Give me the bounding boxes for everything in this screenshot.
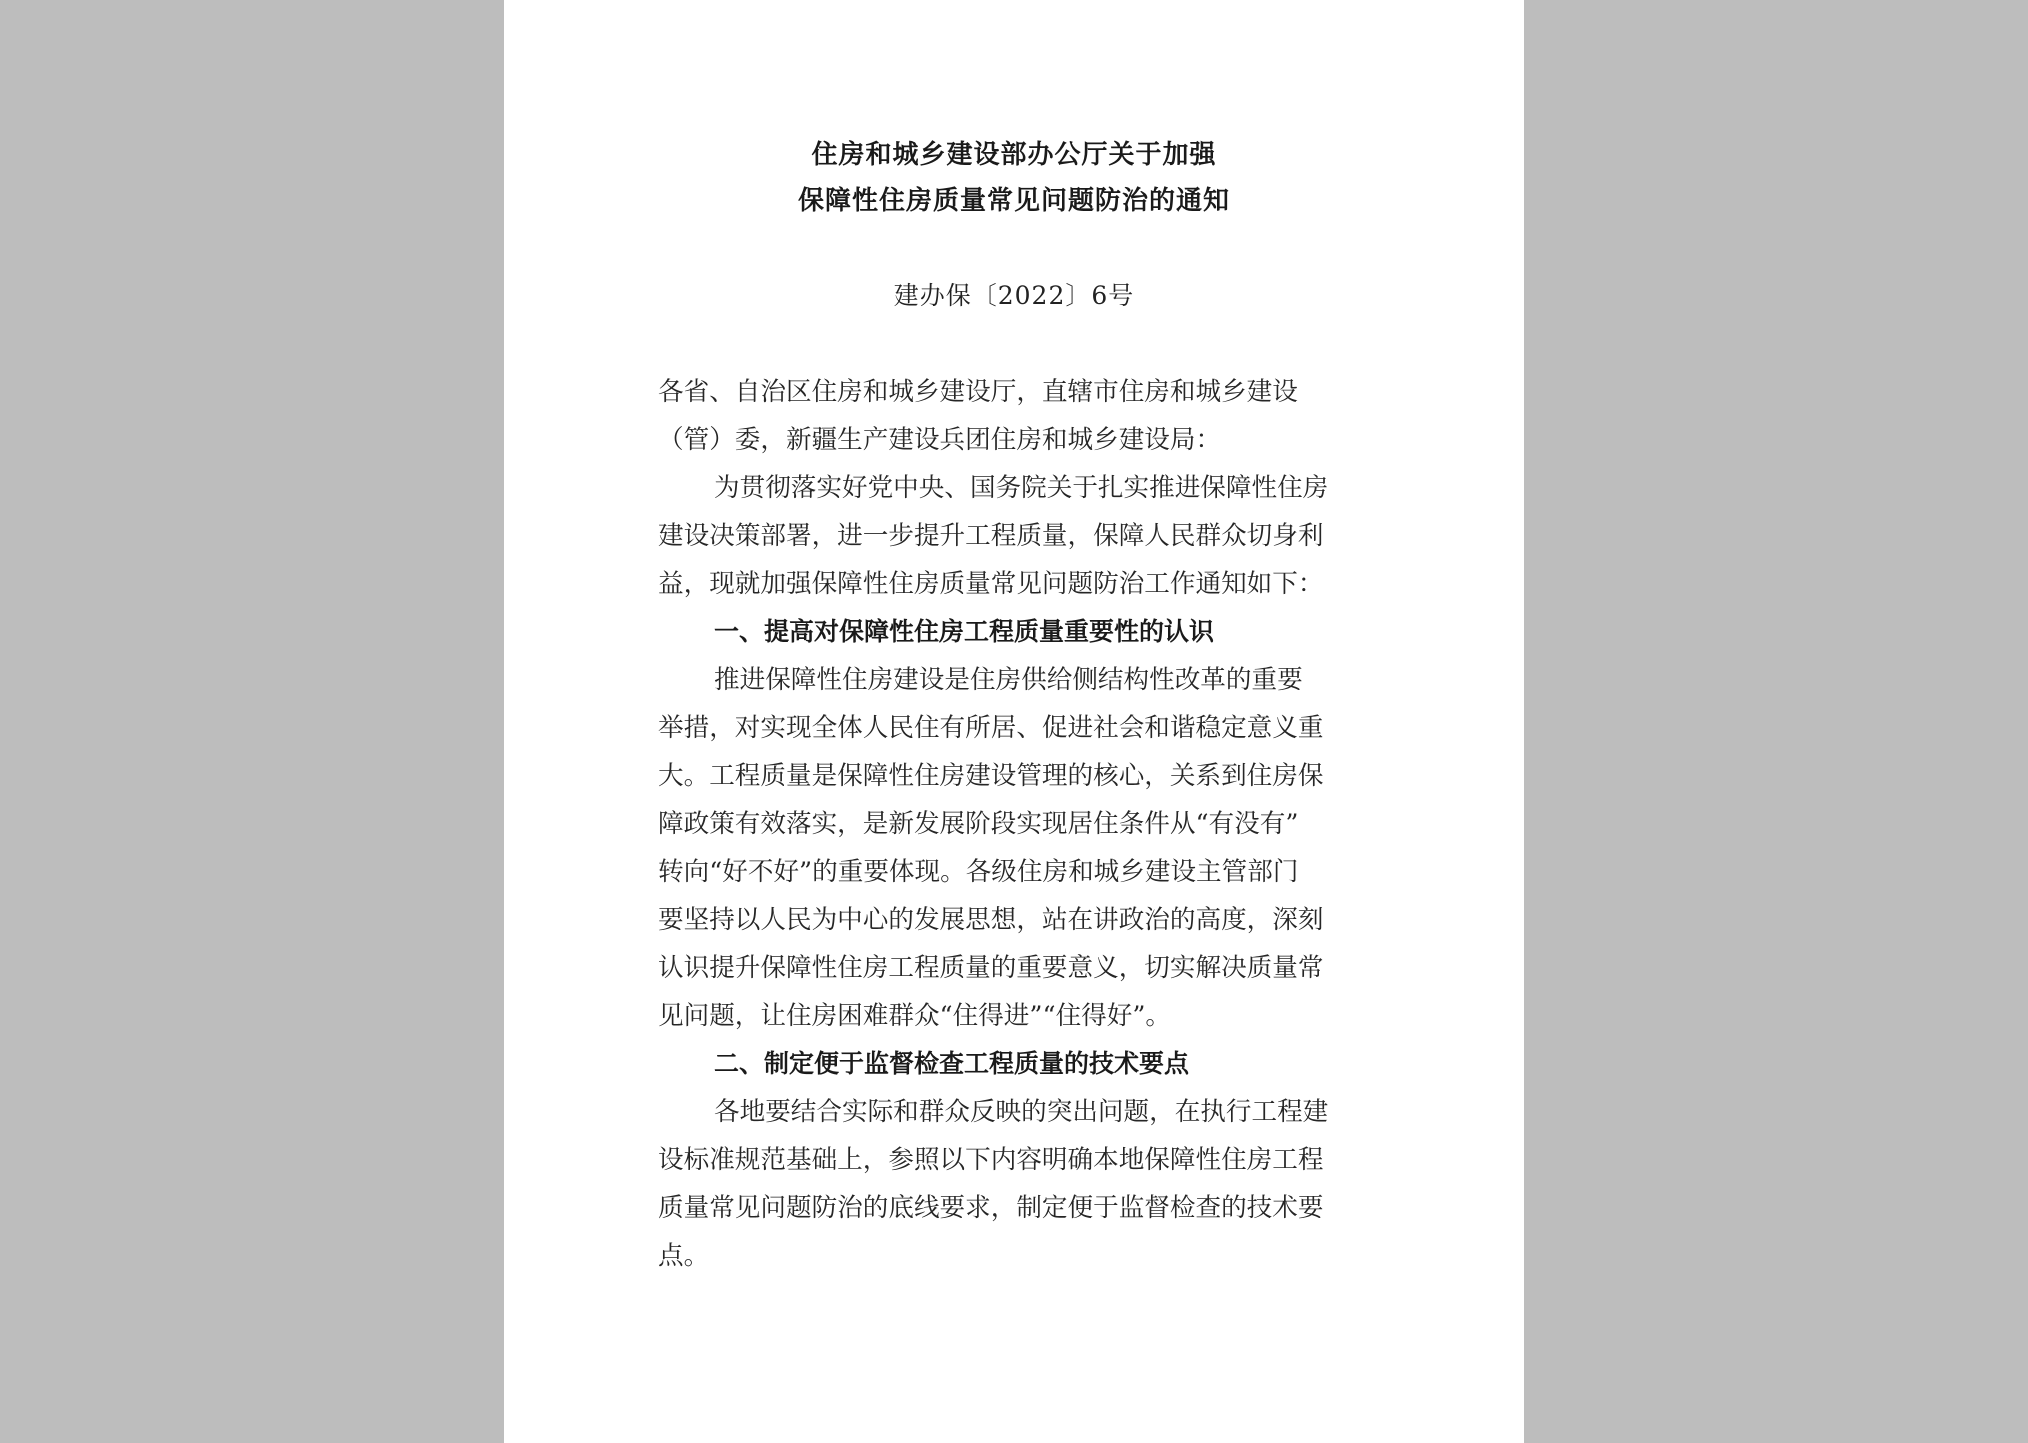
body-line: 举措，对实现全体人民住有所居、促进社会和谐稳定意义重 (658, 713, 1324, 743)
section-heading-1: 一、提高对保障性住房工程质量重要性的认识 (714, 617, 1215, 646)
body-line: 转向“好不好”的重要体现。各级住房和城乡建设主管部门 (658, 857, 1299, 887)
body-line: 大。工程质量是保障性住房建设管理的核心，关系到住房保 (658, 761, 1324, 791)
body-line: 推进保障性住房建设是住房供给侧结构性改革的重要 (714, 665, 1303, 695)
body-line: 各地要结合实际和群众反映的突出问题，在执行工程建 (714, 1097, 1329, 1127)
document-page (504, 0, 1524, 1443)
body-line: 见问题，让住房困难群众“住得进”“住得好”。 (658, 1001, 1172, 1031)
body-line: 设标准规范基础上，参照以下内容明确本地保障性住房工程 (658, 1145, 1324, 1175)
body-line: 认识提升保障性住房工程质量的重要意义，切实解决质量常 (658, 953, 1324, 983)
title-line-2: 保障性住房质量常见问题防治的通知 (797, 186, 1230, 216)
body-line: 点。 (658, 1241, 710, 1271)
body-line: 障政策有效落实，是新发展阶段实现居住条件从“有没有” (658, 809, 1299, 839)
document-body (658, 368, 1378, 1280)
title-line-1: 住房和城乡建设部办公厅关于加强 (811, 140, 1217, 170)
document-title (504, 132, 1524, 224)
body-line: 各省、自治区住房和城乡建设厅，直辖市住房和城乡建设 (658, 377, 1298, 407)
body-line: 建设决策部署，进一步提升工程质量，保障人民群众切身利 (658, 521, 1324, 551)
document-number: 建办保〔2022〕6号 (893, 281, 1135, 310)
body-line: 益，现就加强保障性住房质量常见问题防治工作通知如下： (658, 569, 1324, 599)
body-line: 质量常见问题防治的底线要求，制定便于监督检查的技术要 (658, 1193, 1324, 1223)
body-line: 为贯彻落实好党中央、国务院关于扎实推进保障性住房 (714, 473, 1329, 503)
section-heading-2: 二、制定便于监督检查工程质量的技术要点 (714, 1049, 1190, 1078)
body-line: 要坚持以人民为中心的发展思想，站在讲政治的高度，深刻 (658, 905, 1324, 935)
body-line: （管）委，新疆生产建设兵团住房和城乡建设局： (658, 425, 1222, 455)
